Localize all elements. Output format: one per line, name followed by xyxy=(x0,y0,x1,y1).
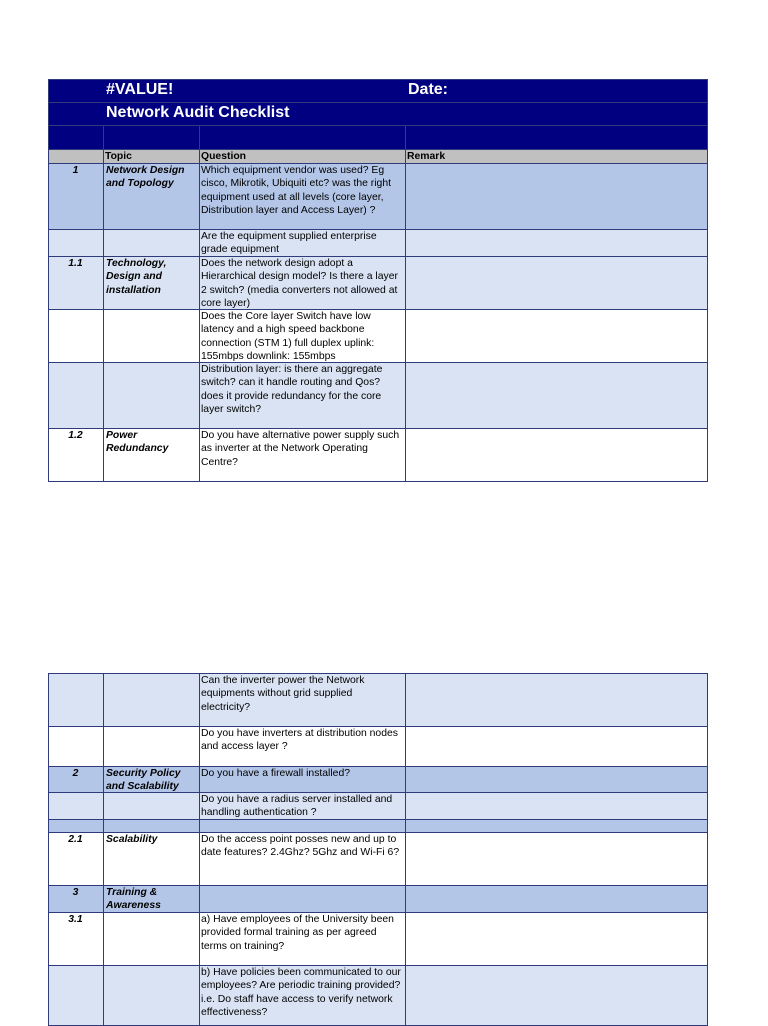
row-question: Does the network design adopt a Hierarchical design model? Is there a layer 2 switch? (media converters not allowed at core layer) xyxy=(201,258,398,308)
row-topic xyxy=(105,793,200,818)
row-remark-cell xyxy=(407,833,705,884)
banner-border xyxy=(48,673,708,674)
row-question: Does the Core layer Switch have low latency and a high speed backbone connection (STM 1) full duplex uplink: 155mbps downlink: 155mbps xyxy=(201,311,375,361)
row-question: Can the inverter power the Network equipments without grid supplied electricity? xyxy=(201,675,365,713)
row-question: Which equipment vendor was used? Eg cisco, Mikrotik, Ubiquiti etc? was the right equipment used at all levels (core layer, Distribution layer and Access Layer) ? xyxy=(201,165,391,216)
row-topic xyxy=(105,310,200,361)
row-topic xyxy=(105,674,200,725)
column-border xyxy=(103,673,104,1026)
row-border xyxy=(48,726,708,727)
column-header-row xyxy=(48,149,708,163)
row-border xyxy=(48,766,708,767)
row-topic: Network Design and Topology xyxy=(106,165,185,190)
column-border xyxy=(707,673,708,1026)
column-border xyxy=(199,125,200,482)
row-remark-cell xyxy=(407,913,705,964)
row-remark-cell xyxy=(407,767,705,791)
row-number xyxy=(48,674,103,725)
row-question: Do the access point posses new and up to date features? 2.4Ghz? 5Ghz and Wi-Fi 6? xyxy=(201,834,400,859)
banner-border xyxy=(48,102,708,103)
column-border xyxy=(405,125,406,482)
banner-border xyxy=(48,125,708,126)
checklist-table-page-1 xyxy=(48,79,708,482)
row-topic: Power Redundancy xyxy=(106,430,169,455)
row-remark-cell xyxy=(407,429,705,480)
row-number xyxy=(48,230,103,255)
row-question: a) Have employees of the University been provided formal training as per agreed terms on training? xyxy=(201,914,394,952)
row-remark-cell xyxy=(407,164,705,228)
row-number: 1.1 xyxy=(68,258,83,269)
row-number xyxy=(48,966,103,1024)
row-topic xyxy=(105,966,200,1024)
row-border xyxy=(48,912,708,913)
row-question: b) Have policies been communicated to our employees? Are periodic training provided? i.e. Do staff have access to verify network effectiveness? xyxy=(201,967,401,1018)
column-border xyxy=(103,125,104,482)
row-remark-cell xyxy=(407,886,705,911)
row-number xyxy=(48,727,103,765)
row-question: Do you have inverters at distribution nodes and access layer ? xyxy=(201,728,398,753)
row-remark-cell xyxy=(407,363,705,427)
row-border xyxy=(48,792,708,793)
date-label: Date: xyxy=(408,81,449,98)
row-remark-cell xyxy=(407,793,705,818)
row-number xyxy=(48,793,103,818)
row-number: 2.1 xyxy=(68,834,83,845)
banner-border xyxy=(48,79,708,80)
row-question: Are the equipment supplied enterprise grade equipment xyxy=(201,231,377,255)
row-number: 3.1 xyxy=(68,914,83,925)
row-topic: Security Policy and Scalability xyxy=(106,768,181,791)
row-topic: Training & Awareness xyxy=(106,887,161,911)
row-topic xyxy=(105,230,200,255)
row-number: 1 xyxy=(72,165,79,176)
row-border xyxy=(48,885,708,886)
banner-border xyxy=(48,163,708,164)
row-topic xyxy=(105,363,200,427)
column-border xyxy=(707,79,708,482)
title-value: #VALUE! xyxy=(106,81,174,98)
row-border xyxy=(48,309,708,310)
column-border xyxy=(405,673,406,1026)
column-header-remark: Remark xyxy=(407,151,446,162)
row-remark-cell xyxy=(407,230,705,255)
row-number xyxy=(48,820,103,831)
row-remark-cell xyxy=(407,674,705,725)
row-topic xyxy=(105,820,200,831)
row-question xyxy=(201,886,403,911)
row-remark-cell xyxy=(407,310,705,361)
row-border xyxy=(48,819,708,820)
row-remark-cell xyxy=(407,966,705,1024)
row-border xyxy=(48,428,708,429)
checklist-table-page-2 xyxy=(48,673,708,1026)
row-number xyxy=(48,310,103,361)
row-number: 2 xyxy=(72,768,79,779)
row-border xyxy=(48,965,708,966)
row-question xyxy=(201,820,403,831)
row-remark-cell xyxy=(407,820,705,831)
row-border xyxy=(48,256,708,257)
row-topic xyxy=(105,913,200,964)
row-question: Do you have a firewall installed? xyxy=(201,768,351,779)
row-remark-cell xyxy=(407,257,705,308)
row-number: 3 xyxy=(72,887,79,898)
row-number xyxy=(48,363,103,427)
column-header-question: Question xyxy=(201,151,247,162)
row-border xyxy=(48,481,708,482)
row-number: 1.2 xyxy=(68,430,83,441)
row-remark-cell xyxy=(407,727,705,765)
row-topic: Technology, Design and installation xyxy=(106,258,167,296)
row-border xyxy=(48,832,708,833)
row-border xyxy=(48,229,708,230)
row-border xyxy=(48,362,708,363)
subtitle: Network Audit Checklist xyxy=(106,104,290,121)
row-topic: Scalability xyxy=(106,834,158,845)
row-topic xyxy=(105,727,200,765)
row-question: Do you have alternative power supply such as inverter at the Network Operating Centre? xyxy=(201,430,400,468)
column-border xyxy=(48,673,49,1026)
column-border xyxy=(199,673,200,1026)
row-question: Do you have a radius server installed and handling authentication ? xyxy=(201,794,393,818)
row-question: Distribution layer: is there an aggregate switch? can it handle routing and Qos? does it provide redundancy for the core layer switch? xyxy=(201,364,383,415)
column-header-topic: Topic xyxy=(105,151,132,162)
banner-border xyxy=(48,149,708,150)
column-border xyxy=(48,79,49,482)
